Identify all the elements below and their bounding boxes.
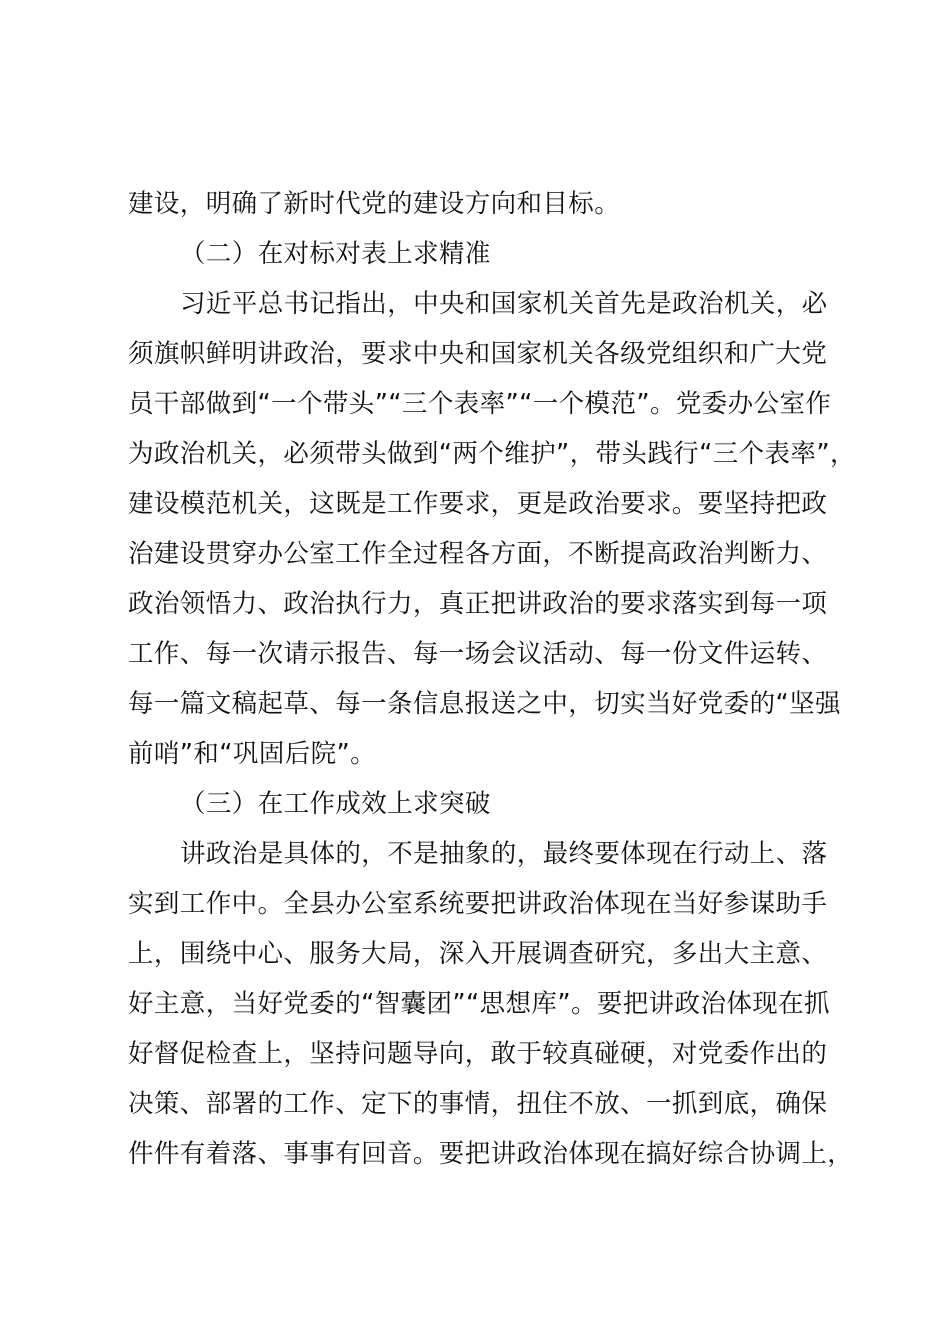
section-heading-2: （二）在对标对表上求精准 — [180, 239, 491, 269]
paragraph-line: 讲政治是具体的，不是抽象的，最终要体现在行动上、落 — [180, 839, 828, 869]
paragraph-line: 为政治机关，必须带头做到“两个维护”，带头践行“三个表率”， — [128, 439, 856, 469]
paragraph-line: 实到工作中。全县办公室系统要把讲政治体现在当好参谋助手 — [128, 889, 828, 919]
paragraph-line: 政治领悟力、政治执行力，真正把讲政治的要求落实到每一项 — [128, 589, 828, 619]
paragraph-line: 工作、每一次请示报告、每一场会议活动、每一份文件运转、 — [128, 639, 828, 669]
paragraph-line: 建设模范机关，这既是工作要求，更是政治要求。要坚持把政 — [128, 489, 828, 519]
section-heading-3: （三）在工作成效上求突破 — [180, 789, 491, 819]
paragraph-line: 件件有着落、事事有回音。要把讲政治体现在搞好综合协调上， — [128, 1139, 854, 1169]
paragraph-line: 好主意，当好党委的“智囊团”“思想库”。要把讲政治体现在抓 — [128, 989, 830, 1019]
paragraph-line: 习近平总书记指出，中央和国家机关首先是政治机关，必 — [180, 289, 828, 319]
paragraph-line: 每一篇文稿起草、每一条信息报送之中，切实当好党委的“坚强 — [128, 689, 841, 719]
paragraph-line: 须旗帜鲜明讲政治，要求中央和国家机关各级党组织和广大党 — [128, 339, 828, 369]
paragraph-line: 治建设贯穿办公室工作全过程各方面，不断提高政治判断力、 — [128, 539, 828, 569]
paragraph-line: 决策、部署的工作、定下的事情，扭住不放、一抓到底，确保 — [128, 1089, 828, 1119]
paragraph-line: 前哨”和“巩固后院”。 — [128, 739, 377, 769]
paragraph-line: 员干部做到“一个带头”“三个表率”“一个模范”。党委办公室作 — [128, 389, 832, 419]
paragraph-line: 建设，明确了新时代党的建设方向和目标。 — [128, 189, 621, 219]
paragraph-line: 上，围绕中心、服务大局，深入开展调查研究，多出大主意、 — [128, 939, 828, 969]
paragraph-line: 好督促检查上，坚持问题导向，敢于较真碰硬，对党委作出的 — [128, 1039, 828, 1069]
